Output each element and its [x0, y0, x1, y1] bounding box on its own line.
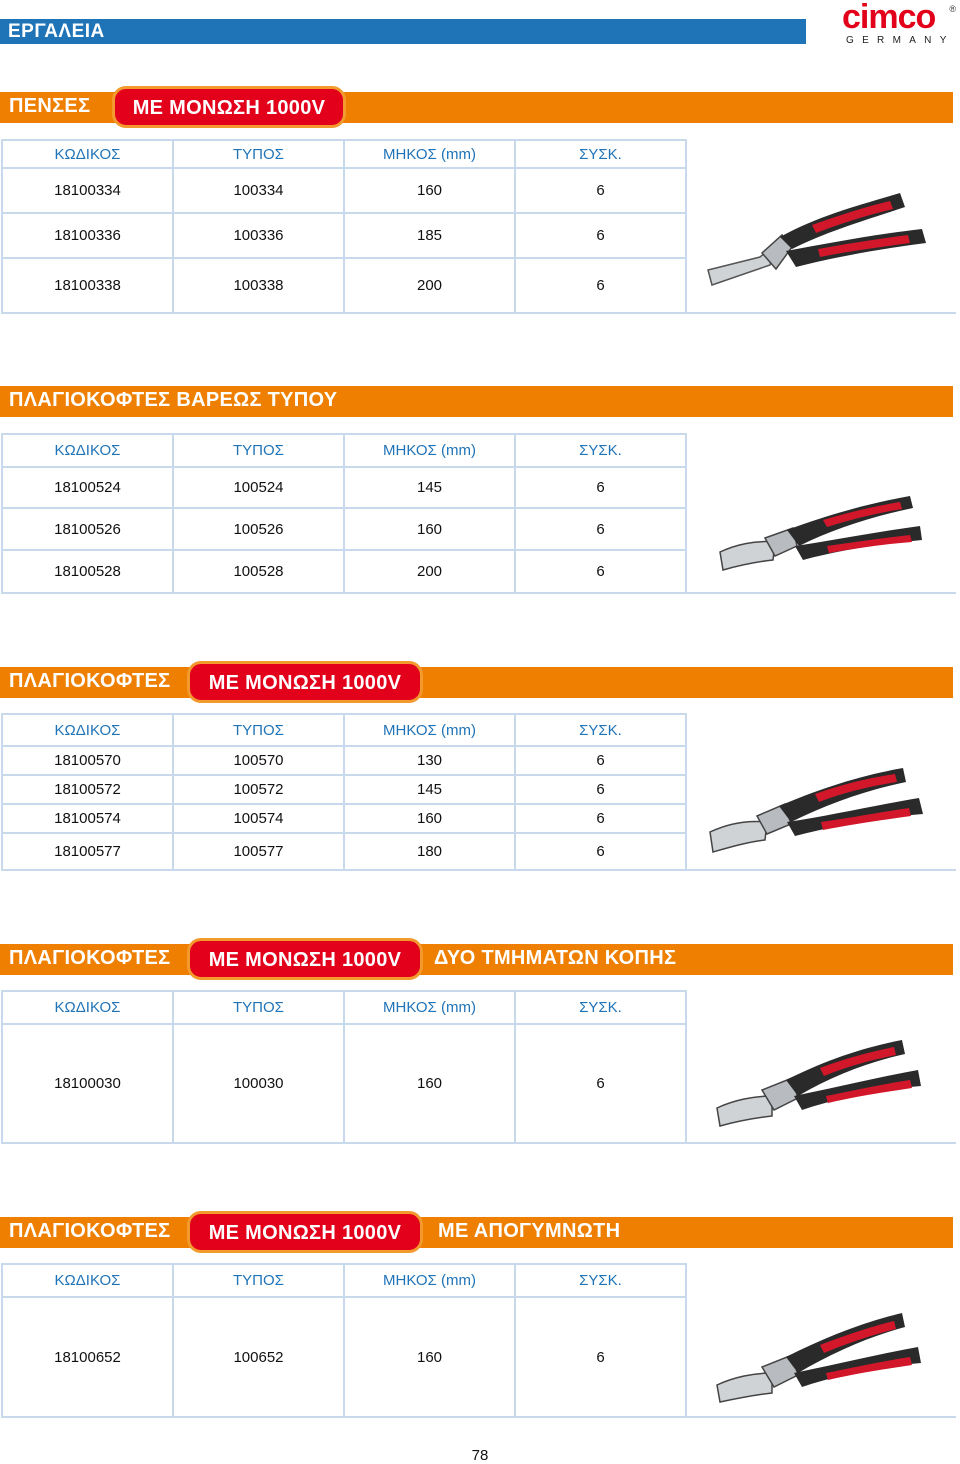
cell-length: 160: [344, 804, 515, 833]
cell-pack: 6: [515, 258, 686, 313]
col-header-code: ΚΩΔΙΚΟΣ: [2, 991, 173, 1024]
stripper-cutter-image: [712, 1305, 927, 1405]
col-header-pack: ΣΥΣΚ.: [515, 1264, 686, 1297]
cell-length: 185: [344, 213, 515, 258]
cell-code: 18100528: [2, 550, 173, 593]
section-title: ΠΕΝΣΕΣ: [9, 95, 91, 117]
header-bar: [0, 19, 806, 44]
cell-type: 100524: [173, 467, 344, 508]
section-title: ΠΛΑΓΙΟΚΟΦΤΕΣ: [9, 947, 171, 969]
cell-type: 100574: [173, 804, 344, 833]
cell-pack: 6: [515, 550, 686, 593]
cell-type: 100570: [173, 746, 344, 775]
cell-length: 145: [344, 775, 515, 804]
cell-pack: 6: [515, 213, 686, 258]
col-header-type: ΤΥΠΟΣ: [173, 434, 344, 467]
section-title: ΠΛΑΓΙΟΚΟΦΤΕΣ: [9, 1220, 171, 1242]
cell-type: 100338: [173, 258, 344, 313]
col-header-pack: ΣΥΣΚ.: [515, 140, 686, 168]
col-header-code: ΚΩΔΙΚΟΣ: [2, 434, 173, 467]
cell-code: 18100577: [2, 833, 173, 870]
insulation-badge: [187, 1211, 423, 1253]
insulation-badge: [187, 938, 423, 980]
col-header-pack: ΣΥΣΚ.: [515, 714, 686, 746]
cell-type: 100334: [173, 168, 344, 213]
cell-type: 100526: [173, 508, 344, 550]
section-bar-insulated-cutters: [0, 667, 953, 698]
side-cutter-image: [715, 490, 930, 580]
insulation-badge: [187, 661, 423, 703]
table-header-row: [2, 1264, 956, 1297]
cell-length: 180: [344, 833, 515, 870]
insulation-badge: [112, 86, 346, 128]
cell-type: 100577: [173, 833, 344, 870]
cell-type: 100336: [173, 213, 344, 258]
cell-code: 18100338: [2, 258, 173, 313]
section-subtitle: ΔΥΟ ΤΜΗΜΑΤΩΝ ΚΟΠΗΣ: [434, 947, 677, 969]
cell-pack: 6: [515, 833, 686, 870]
cell-length: 200: [344, 258, 515, 313]
section-bar-heavy-cutters: [0, 386, 953, 417]
col-header-length: ΜΗΚΟΣ (mm): [344, 140, 515, 168]
two-stage-cutter-image: [712, 1030, 927, 1130]
combination-pliers-image: [700, 185, 935, 295]
col-header-code: ΚΩΔΙΚΟΣ: [2, 714, 173, 746]
section-bar-stripper-cutters: [0, 1217, 953, 1248]
insulation-badge-label: ΜΕ ΜΟΝΩΣΗ 1000V: [208, 949, 402, 971]
header-title: ΕΡΓΑΛΕΙΑ: [8, 21, 105, 42]
col-header-length: ΜΗΚΟΣ (mm): [344, 1264, 515, 1297]
cell-length: 145: [344, 467, 515, 508]
section-subtitle: ΜΕ ΑΠΟΓΥΜΝΩΤΗ: [438, 1220, 621, 1242]
cell-length: 130: [344, 746, 515, 775]
cell-code: 18100574: [2, 804, 173, 833]
cell-pack: 6: [515, 1024, 686, 1143]
col-header-pack: ΣΥΣΚ.: [515, 991, 686, 1024]
insulated-side-cutter-image: [705, 760, 930, 860]
cell-code: 18100524: [2, 467, 173, 508]
cell-pack: 6: [515, 775, 686, 804]
cell-type: 100572: [173, 775, 344, 804]
col-header-code: ΚΩΔΙΚΟΣ: [2, 140, 173, 168]
col-header-length: ΜΗΚΟΣ (mm): [344, 434, 515, 467]
cimco-logo: [840, 2, 956, 48]
cell-length: 160: [344, 168, 515, 213]
cell-code: 18100652: [2, 1297, 173, 1417]
insulation-badge-label: ΜΕ ΜΟΝΩΣΗ 1000V: [132, 97, 326, 119]
cell-type: 100528: [173, 550, 344, 593]
section-title: ΠΛΑΓΙΟΚΟΦΤΕΣ: [9, 670, 171, 692]
cell-pack: 6: [515, 467, 686, 508]
cell-code: 18100336: [2, 213, 173, 258]
page-number: 78: [471, 1447, 489, 1464]
table-header-row: [2, 434, 956, 467]
table-header-row: [2, 991, 956, 1024]
cell-code: 18100526: [2, 508, 173, 550]
insulation-badge-label: ΜΕ ΜΟΝΩΣΗ 1000V: [208, 1222, 402, 1244]
cell-pack: 6: [515, 1297, 686, 1417]
logo-subtitle: GERMANY: [846, 35, 955, 46]
logo-word: cimco: [842, 0, 936, 36]
col-header-type: ΤΥΠΟΣ: [173, 714, 344, 746]
table-header-row: [2, 714, 956, 746]
cell-length: 160: [344, 1024, 515, 1143]
cell-pack: 6: [515, 508, 686, 550]
cell-length: 200: [344, 550, 515, 593]
cell-code: 18100334: [2, 168, 173, 213]
logo-registered: ®: [949, 4, 956, 14]
cell-pack: 6: [515, 746, 686, 775]
cell-code: 18100572: [2, 775, 173, 804]
col-header-length: ΜΗΚΟΣ (mm): [344, 714, 515, 746]
cell-length: 160: [344, 1297, 515, 1417]
cell-pack: 6: [515, 168, 686, 213]
section-bar-two-stage-cutters: [0, 944, 953, 975]
col-header-length: ΜΗΚΟΣ (mm): [344, 991, 515, 1024]
cell-length: 160: [344, 508, 515, 550]
cell-type: 100652: [173, 1297, 344, 1417]
col-header-type: ΤΥΠΟΣ: [173, 140, 344, 168]
cell-type: 100030: [173, 1024, 344, 1143]
cell-code: 18100570: [2, 746, 173, 775]
cell-code: 18100030: [2, 1024, 173, 1143]
cell-pack: 6: [515, 804, 686, 833]
insulation-badge-label: ΜΕ ΜΟΝΩΣΗ 1000V: [208, 672, 402, 694]
col-header-type: ΤΥΠΟΣ: [173, 991, 344, 1024]
col-header-pack: ΣΥΣΚ.: [515, 434, 686, 467]
table-header-row: [2, 140, 956, 168]
col-header-code: ΚΩΔΙΚΟΣ: [2, 1264, 173, 1297]
section-bar-pliers: [0, 92, 953, 123]
section-title: ΠΛΑΓΙΟΚΟΦΤΕΣ ΒΑΡΕΩΣ ΤΥΠΟΥ: [9, 389, 338, 411]
col-header-type: ΤΥΠΟΣ: [173, 1264, 344, 1297]
